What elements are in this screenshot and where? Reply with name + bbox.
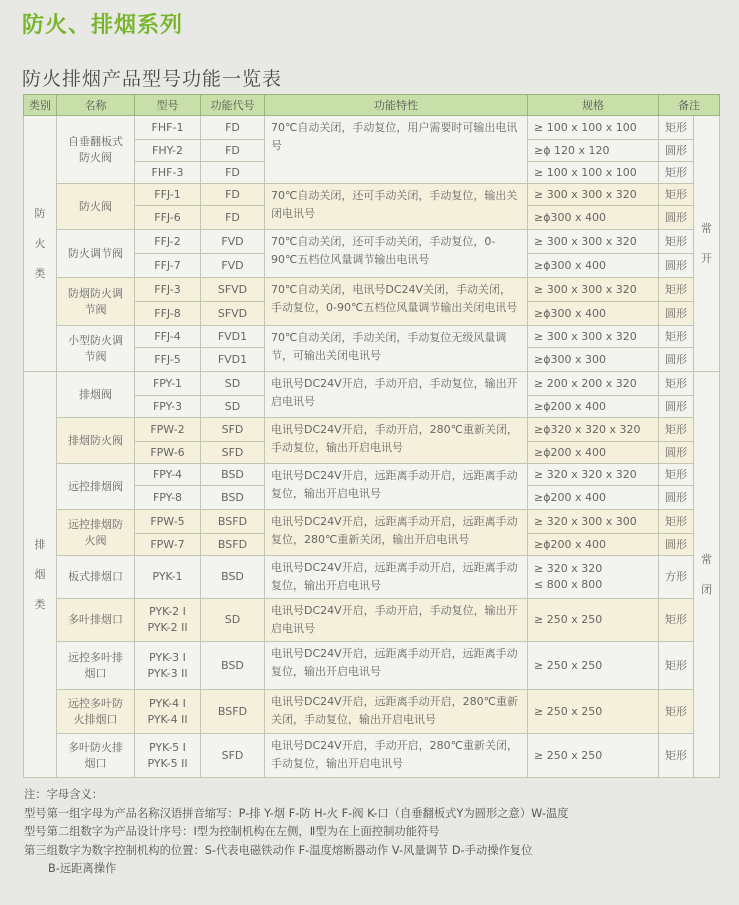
table-row [24, 690, 720, 734]
spec-cell: ≥ϕ320 x 320 x 320 [528, 418, 659, 442]
table-row [24, 278, 720, 302]
model-cell: PYK-3 I PYK-3 II [135, 642, 201, 690]
function-code: FD [201, 116, 265, 140]
table-row [24, 556, 720, 599]
function-code: FD [201, 206, 265, 230]
product-name: 多叶防火排 烟口 [57, 734, 135, 778]
model-cell: FHY-2 [135, 140, 201, 162]
function-desc: 70℃自动关闭，电讯号DC24V关闭，手动关闭，手动复位，0-90℃五档位风量调节输出关闭电讯号 [265, 278, 528, 326]
product-name: 远控多叶防 火排烟口 [57, 690, 135, 734]
model-cell: FPW-2 [135, 418, 201, 442]
header-name: 名称 [57, 95, 135, 116]
function-desc: 电讯号DC24V开启，手动开启，手动复位，输出开启电讯号 [265, 372, 528, 418]
product-name: 自垂翻板式 防火阀 [57, 116, 135, 184]
function-code: SD [201, 599, 265, 642]
product-name: 小型防火调 节阀 [57, 326, 135, 372]
model-cell: FFJ-5 [135, 348, 201, 372]
function-code: SFVD [201, 278, 265, 302]
function-desc: 70℃自动关闭，还可手动关闭，手动复位，输出关闭电讯号 [265, 184, 528, 230]
note-cell: 圆形 [659, 396, 694, 418]
function-desc: 70℃自动关闭，手动复位，用户需要时可输出电讯号 [265, 116, 528, 184]
table-row [24, 116, 720, 140]
note-cell: 圆形 [659, 442, 694, 464]
function-desc: 电讯号DC24V开启，远距离手动开启，远距离手动复位，输出开启电讯号 [265, 464, 528, 510]
product-name: 远控排烟防 火阀 [57, 510, 135, 556]
function-code: BSFD [201, 510, 265, 534]
product-name: 多叶排烟口 [57, 599, 135, 642]
function-code: SFD [201, 442, 265, 464]
note-cell: 圆形 [659, 140, 694, 162]
model-cell: PYK-5 I PYK-5 II [135, 734, 201, 778]
spec-cell: ≥ 250 x 250 [528, 734, 659, 778]
model-cell: FHF-1 [135, 116, 201, 140]
function-code: SFVD [201, 302, 265, 326]
note-cell: 圆形 [659, 348, 694, 372]
function-desc: 电讯号DC24V开启，远距离手动开启，远距离手动复位，280℃重新关闭，输出开启电讯号 [265, 510, 528, 556]
product-name: 防火调节阀 [57, 230, 135, 278]
model-cell: PYK-2 I PYK-2 II [135, 599, 201, 642]
state-cell: 常 闭 [694, 372, 720, 778]
table-row [24, 418, 720, 442]
category-cell: 排 烟 类 [24, 372, 57, 778]
model-cell: FPW-7 [135, 534, 201, 556]
model-cell: FFJ-3 [135, 278, 201, 302]
note-cell: 矩形 [659, 464, 694, 486]
model-cell: FFJ-6 [135, 206, 201, 230]
header-model: 型号 [135, 95, 201, 116]
function-code: SFD [201, 734, 265, 778]
spec-cell: ≥ϕ300 x 400 [528, 254, 659, 278]
spec-cell: ≥ 300 x 300 x 320 [528, 184, 659, 206]
function-desc: 70℃自动关闭，还可手动关闭，手动复位，0-90℃五档位风量调节输出电讯号 [265, 230, 528, 278]
table-row [24, 642, 720, 690]
function-code: BSFD [201, 534, 265, 556]
note-cell: 圆形 [659, 206, 694, 230]
note-cell: 矩形 [659, 734, 694, 778]
spec-cell: ≥ϕ200 x 400 [528, 534, 659, 556]
product-name: 排烟防火阀 [57, 418, 135, 464]
model-cell: FPW-6 [135, 442, 201, 464]
spec-cell: ≥ 250 x 250 [528, 599, 659, 642]
function-code: FD [201, 140, 265, 162]
table-row [24, 599, 720, 642]
model-cell: FFJ-4 [135, 326, 201, 348]
note-cell: 矩形 [659, 372, 694, 396]
table-row [24, 464, 720, 486]
function-desc: 电讯号DC24V开启，远距离手动开启，远距离手动复位，输出开启电讯号 [265, 556, 528, 599]
header-function: 功能特性 [265, 95, 528, 116]
note-line: 第三组数字为数字控制机构的位置：S-代表电磁铁动作 F-温度熔断器动作 V-风量调节 D-手动操作复位 [24, 843, 533, 857]
product-table [23, 94, 720, 778]
function-code: SD [201, 372, 265, 396]
model-cell: PYK-1 [135, 556, 201, 599]
spec-cell: ≥ 100 x 100 x 100 [528, 162, 659, 184]
spec-cell: ≥ 250 x 250 [528, 642, 659, 690]
model-cell: FFJ-8 [135, 302, 201, 326]
spec-cell: ≥ 250 x 250 [528, 690, 659, 734]
spec-cell: ≥ϕ300 x 400 [528, 206, 659, 230]
spec-cell: ≥ 300 x 300 x 320 [528, 326, 659, 348]
table-row [24, 372, 720, 396]
note-cell: 矩形 [659, 690, 694, 734]
spec-cell: ≥ 320 x 320 x 320 [528, 464, 659, 486]
spec-cell: ≥ 100 x 100 x 100 [528, 116, 659, 140]
function-desc: 电讯号DC24V开启，手动开启，手动复位，输出开启电讯号 [265, 599, 528, 642]
function-code: BSFD [201, 690, 265, 734]
product-name: 防烟防火调 节阀 [57, 278, 135, 326]
table-title: 防火排烟产品型号功能一览表 [22, 68, 283, 90]
header-note: 备注 [659, 95, 720, 116]
table-row [24, 326, 720, 348]
function-code: BSD [201, 464, 265, 486]
model-cell: PYK-4 I PYK-4 II [135, 690, 201, 734]
note-line: 型号第二组数字为产品设计序号：Ⅰ型为控制机构在左侧，Ⅱ型为在上面控制功能符号 [24, 825, 440, 838]
spec-cell: ≥ϕ300 x 400 [528, 302, 659, 326]
function-code: BSD [201, 642, 265, 690]
product-name: 远控多叶排 烟口 [57, 642, 135, 690]
function-desc: 70℃自动关闭，手动关闭，手动复位无级风量调节，可输出关闭电讯号 [265, 326, 528, 372]
note-cell: 圆形 [659, 254, 694, 278]
function-desc: 电讯号DC24V开启，远距离手动开启，远距离手动复位，输出开启电讯号 [265, 642, 528, 690]
note-cell: 圆形 [659, 486, 694, 510]
model-cell: FPY-3 [135, 396, 201, 418]
spec-cell: ≥ϕ200 x 400 [528, 486, 659, 510]
table-row [24, 184, 720, 206]
function-code: FVD1 [201, 348, 265, 372]
spec-cell: ≥ϕ200 x 400 [528, 442, 659, 464]
header-code: 功能代号 [201, 95, 265, 116]
spec-cell: ≥ϕ 120 x 120 [528, 140, 659, 162]
table-row [24, 230, 720, 254]
note-cell: 矩形 [659, 278, 694, 302]
spec-cell: ≥ 320 x 320 ≤ 800 x 800 [528, 556, 659, 599]
product-name: 板式排烟口 [57, 556, 135, 599]
table-header-row [24, 95, 720, 116]
header-category: 类别 [24, 95, 57, 116]
category-cell: 防 火 类 [24, 116, 57, 372]
function-code: FVD1 [201, 326, 265, 348]
spec-cell: ≥ 200 x 200 x 320 [528, 372, 659, 396]
product-name: 远控排烟阀 [57, 464, 135, 510]
function-code: BSD [201, 556, 265, 599]
model-cell: FFJ-2 [135, 230, 201, 254]
note-cell: 圆形 [659, 534, 694, 556]
table-row [24, 510, 720, 534]
function-code: FD [201, 184, 265, 206]
function-code: FD [201, 162, 265, 184]
note-cell: 矩形 [659, 326, 694, 348]
note-cell: 矩形 [659, 642, 694, 690]
function-code: FVD [201, 230, 265, 254]
model-cell: FPW-5 [135, 510, 201, 534]
function-code: FVD [201, 254, 265, 278]
function-desc: 电讯号DC24V开启，手动开启，280℃重新关闭，手动复位，输出开启电讯号 [265, 734, 528, 778]
model-cell: FPY-4 [135, 464, 201, 486]
note-cell: 矩形 [659, 184, 694, 206]
model-cell: FFJ-1 [135, 184, 201, 206]
note-cell: 圆形 [659, 302, 694, 326]
spec-cell: ≥ 300 x 300 x 320 [528, 230, 659, 254]
notes [24, 786, 724, 879]
function-desc: 电讯号DC24V开启，远距离手动开启，280℃重新关闭，手动复位，输出开启电讯号 [265, 690, 528, 734]
note-cell: 矩形 [659, 418, 694, 442]
spec-cell: ≥ 320 x 300 x 300 [528, 510, 659, 534]
spec-cell: ≥ 300 x 300 x 320 [528, 278, 659, 302]
note-cell: 矩形 [659, 116, 694, 140]
function-code: BSD [201, 486, 265, 510]
function-code: SD [201, 396, 265, 418]
product-name: 防火阀 [57, 184, 135, 230]
state-cell: 常 开 [694, 116, 720, 372]
note-cell: 矩形 [659, 599, 694, 642]
model-cell: FHF-3 [135, 162, 201, 184]
header-spec: 规格 [528, 95, 659, 116]
model-cell: FPY-1 [135, 372, 201, 396]
model-cell: FPY-8 [135, 486, 201, 510]
note-cell: 矩形 [659, 510, 694, 534]
function-desc: 电讯号DC24V开启，手动开启，280℃重新关闭，手动复位，输出开启电讯号 [265, 418, 528, 464]
note-line: 注：字母含义： [24, 788, 104, 801]
table-row [24, 734, 720, 778]
spec-cell: ≥ϕ300 x 300 [528, 348, 659, 372]
product-name: 排烟阀 [57, 372, 135, 418]
note-line: B-远距离操作 [48, 862, 117, 875]
note-cell: 矩形 [659, 162, 694, 184]
page-title: 防火、排烟系列 [22, 13, 184, 38]
model-cell: FFJ-7 [135, 254, 201, 278]
spec-cell: ≥ϕ200 x 400 [528, 396, 659, 418]
note-cell: 方形 [659, 556, 694, 599]
note-cell: 矩形 [659, 230, 694, 254]
function-code: SFD [201, 418, 265, 442]
note-line: 型号第一组字母为产品名称汉语拼音缩写：P-排 Y-烟 F-防 H-火 F-阀 K-口（自垂翻板式Y为圆形之意）W-温度 [24, 806, 569, 820]
